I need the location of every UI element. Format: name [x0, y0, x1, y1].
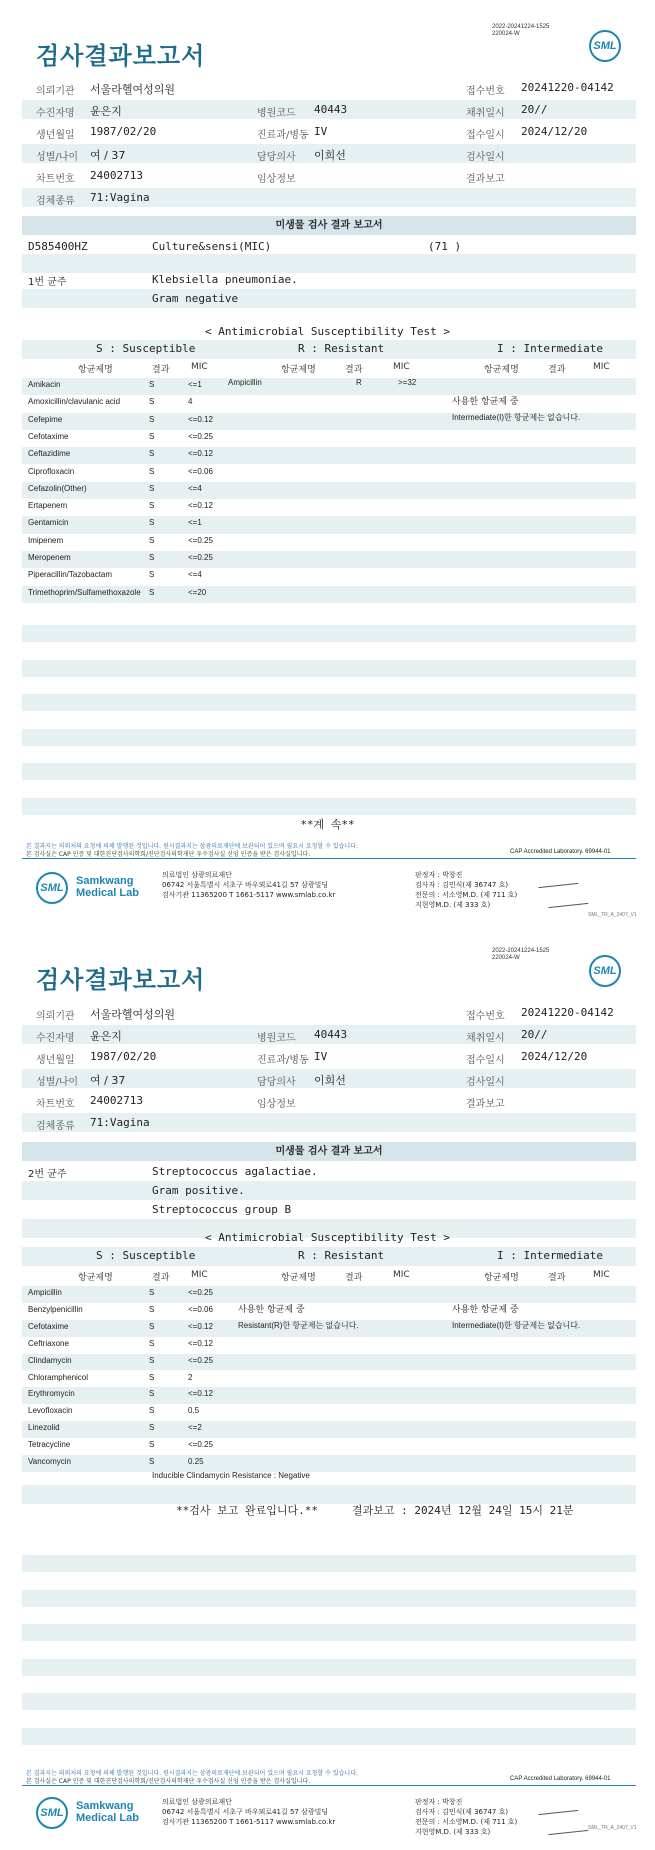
drug-mic: <=0.12 — [188, 414, 213, 424]
drug-result: S — [149, 1423, 155, 1433]
col-header-result: 결과 — [345, 1273, 363, 1283]
col-header-drug: 항균제명 — [484, 365, 519, 375]
test-code: D585400HZ — [28, 240, 88, 253]
department: IV — [314, 1050, 328, 1063]
footer-address: 의료법인 삼광의료재단 06742 서울특별시 서초구 바우뫼로41길 57 삼광빌딩 검사기관 11365200 T 1661-5117 www.smlab.co.kr — [162, 1798, 336, 1826]
section-title: 미생물 검사 결과 보고서 — [22, 1142, 636, 1161]
footer-note: 본 결과지는 의뢰처의 요청에 의해 발행된 것입니다. 원시결과지는 삼광의료재단에 보관되어 있으며 필요시 요청할 수 있습니다. — [26, 1770, 358, 1777]
specimen-type: 71:Vagina — [90, 191, 150, 204]
department: IV — [314, 125, 328, 138]
client-name: 서울라헬여성의원 — [90, 83, 176, 96]
legend-intermediate: I : Intermediate — [497, 342, 603, 355]
document-number: 2022-20241224-1525 220024-W — [492, 24, 550, 37]
col-header-mic: MIC — [593, 362, 610, 372]
table-row-band — [22, 447, 636, 464]
info-row: 검체종류 71:Vagina — [36, 1116, 150, 1132]
info-row: 생년월일 1987/02/20 진료과/병동 IV 접수일시 2024/12/20 — [36, 125, 588, 141]
collection-date: 20// — [521, 1028, 548, 1041]
col-header-mic: MIC — [393, 1270, 410, 1280]
birth-date: 1987/02/20 — [90, 1050, 157, 1063]
drug-name: Erythromycin — [28, 1389, 75, 1399]
sml-logo: SML — [589, 30, 621, 62]
footer-address: 의료법인 삼광의료재단 06742 서울특별시 서초구 바우뫼로41길 57 삼광빌딩 검사기관 11365200 T 1661-5117 www.smlab.co.kr — [162, 871, 336, 899]
blank-row-band — [22, 694, 636, 711]
intermediate-note: Intermediate(I)한 항균제는 없습니다. — [452, 1321, 581, 1330]
legend-susceptible: S : Susceptible — [96, 342, 196, 355]
form-version: SML_TR_A_2407_V1 — [588, 912, 637, 918]
table-row-band — [22, 1455, 636, 1472]
drug-name: Ampicillin — [28, 1288, 62, 1297]
receipt-number: 20241220-04142 — [521, 81, 614, 94]
table-row-band — [22, 1286, 636, 1303]
organism-gram: Gram positive. — [152, 1184, 245, 1197]
drug-mic: <=0.25 — [188, 553, 213, 562]
drug-result: S — [149, 1338, 155, 1348]
drug-name: Cefotaxime — [28, 431, 69, 441]
chart-number: 24002713 — [90, 169, 143, 182]
continued-mark: **계 속** — [300, 818, 355, 831]
blank-row-band — [22, 625, 636, 642]
ast-title: < Antimicrobial Susceptibility Test > — [204, 1231, 451, 1244]
drug-name: Ertapenem — [28, 501, 68, 511]
drug-result: S — [149, 1304, 155, 1314]
footer-org-name: Samkwang Medical Lab — [76, 875, 139, 899]
organism-group: Streptococcus group B — [152, 1203, 292, 1216]
report-page-2 — [0, 925, 655, 1850]
info-row: 성별/나이 여 / 37 담당의사 이희선 검사일시 — [36, 1074, 505, 1088]
legend-intermediate: I : Intermediate — [497, 1249, 603, 1262]
drug-name: Imipenem — [28, 535, 64, 545]
table-row-band — [22, 1354, 636, 1371]
organism-name: Streptococcus agalactiae. — [152, 1165, 318, 1178]
col-header-mic: MIC — [393, 362, 410, 372]
specimen-type: 71:Vagina — [90, 1116, 150, 1129]
table-row-band — [22, 482, 636, 499]
birth-date: 1987/02/20 — [90, 125, 157, 138]
drug-mic: <=1 — [188, 380, 202, 389]
blank-row-band — [22, 660, 636, 677]
intermediate-note: 사용한 항균제 중 — [452, 1305, 519, 1315]
drug-mic: <=0.12 — [188, 1389, 213, 1399]
drug-name: Ceftriaxone — [28, 1338, 69, 1348]
col-header-result: 결과 — [345, 365, 363, 375]
drug-result: S — [149, 570, 155, 580]
drug-name: Chloramphenicol — [28, 1372, 89, 1382]
r-drug-mic: >=32 — [398, 378, 417, 387]
resistant-note: 사용한 항균제 중 — [238, 1305, 305, 1315]
drug-name: Trimethoprim/Sulfamethoxazole — [28, 587, 141, 597]
blank-row-band — [22, 1590, 636, 1607]
report-time: 결과보고 : 2024년 12월 24일 15시 21분 — [352, 1504, 574, 1517]
receipt-date: 2024/12/20 — [521, 125, 588, 138]
blank-row-band — [22, 763, 636, 780]
drug-name: Clindamycin — [28, 1355, 72, 1365]
drug-mic: <=0.25 — [188, 1440, 213, 1450]
footer-logo: SML — [36, 872, 68, 904]
footer-doctors: 판정자 : 박창진 검사자 : 김민식(제 36747 호) 전문의 : 서소영M.D. (제 711 호) 지현영M.D. (제 333 호) — [415, 871, 518, 909]
col-header-drug: 항균제명 — [78, 1273, 113, 1283]
drug-name: Vancomycin — [28, 1457, 71, 1466]
drug-result: S — [149, 431, 155, 441]
intermediate-note: 사용한 항균제 중 — [452, 397, 519, 407]
drug-mic: <=2 — [188, 1423, 202, 1433]
table-row-band — [22, 378, 636, 395]
doctor-name: 이희선 — [314, 1074, 346, 1087]
drug-name: Benzylpenicillin — [28, 1304, 83, 1314]
info-row: 의뢰기관 서울라헬여성의원 접수번호 20241220-04142 — [36, 81, 614, 97]
drug-name: Ceftazidime — [28, 449, 71, 459]
resistant-note: Resistant(R)한 항균제는 없습니다. — [238, 1321, 359, 1330]
drug-result: S — [149, 449, 155, 459]
info-row: 의뢰기관 서울라헬여성의원 접수번호 20241220-04142 — [36, 1006, 614, 1022]
info-row: 생년월일 1987/02/20 진료과/병동 IV 접수일시 2024/12/20 — [36, 1050, 588, 1066]
drug-result: S — [149, 1440, 155, 1450]
drug-result: S — [149, 1457, 155, 1466]
patient-name: 윤은지 — [90, 105, 122, 118]
footer-note: 본 검사실은 CAP 인증 및 대한진단검사의학회/진단검사의학재단 우수검사실 신임 인증을 받은 검사실입니다. — [26, 1778, 311, 1785]
drug-mic: <=0.06 — [188, 466, 213, 476]
signature — [538, 1803, 579, 1815]
drug-mic: <=4 — [188, 483, 202, 493]
col-header-mic: MIC — [191, 362, 208, 372]
chart-number: 24002713 — [90, 1094, 143, 1107]
col-header-result: 결과 — [152, 365, 170, 375]
drug-name: Cefazolin(Other) — [28, 483, 87, 493]
drug-result: S — [149, 397, 155, 407]
drug-mic: <=0.12 — [188, 1321, 213, 1331]
drug-name: Meropenem — [28, 553, 71, 562]
drug-mic: <=0.12 — [188, 1338, 213, 1348]
info-row: 성별/나이 여 / 37 담당의사 이희선 검사일시 — [36, 149, 505, 163]
organism-gram: Gram negative — [152, 292, 239, 305]
blank-row-band — [22, 1555, 636, 1572]
sex-age: 여 / 37 — [90, 1074, 126, 1087]
col-header-result: 결과 — [548, 365, 566, 375]
section-title: 미생물 검사 결과 보고서 — [22, 216, 636, 235]
drug-name: Tetracycline — [28, 1440, 71, 1450]
drug-result: S — [149, 483, 155, 493]
r-drug-name: Ampicillin — [228, 378, 262, 387]
drug-mic: <=0.25 — [188, 535, 213, 545]
page-title: 검사결과보고서 — [36, 966, 206, 994]
inducible-clindamycin: Inducible Clindamycin Resistance : Negative — [152, 1471, 310, 1480]
footer-logo: SML — [36, 1797, 68, 1829]
drug-mic: <=0.25 — [188, 1355, 213, 1365]
drug-mic: <=0.12 — [188, 449, 213, 459]
drug-name: Cefotaxime — [28, 1321, 69, 1331]
drug-result: S — [149, 535, 155, 545]
drug-name: Gentamicin — [28, 518, 69, 528]
footer-org-name: Samkwang Medical Lab — [76, 1800, 139, 1824]
cap-accreditation: CAP Accredited Laboratory. 69944-01 — [510, 1776, 611, 1782]
receipt-date: 2024/12/20 — [521, 1050, 588, 1063]
footer-doctors: 판정자 : 박창진 검사자 : 김민식(제 36747 호) 전문의 : 서소영M.D. (제 711 호) 지현영M.D. (제 333 호) — [415, 1798, 518, 1836]
report-complete: **검사 보고 완료입니다.** — [176, 1504, 318, 1517]
form-version: SML_TR_A_2407_V1 — [588, 1825, 637, 1831]
hospital-code: 40443 — [314, 1028, 348, 1041]
drug-result: S — [149, 1288, 155, 1297]
col-header-drug: 항균제명 — [281, 365, 316, 375]
drug-result: S — [149, 466, 155, 476]
drug-mic: <=0.06 — [188, 1304, 213, 1314]
info-row: 수진자명 윤은지 병원코드 40443 채취일시 20// — [36, 1028, 548, 1044]
collection-date: 20// — [521, 103, 548, 116]
drug-result: S — [149, 1321, 155, 1331]
drug-mic: 4 — [188, 397, 193, 407]
blank-row-band — [22, 798, 636, 815]
col-header-drug: 항균제명 — [484, 1273, 519, 1283]
receipt-number: 20241220-04142 — [521, 1006, 614, 1019]
drug-result: S — [149, 1389, 155, 1399]
doctor-name: 이희선 — [314, 149, 346, 162]
table-row-band — [22, 516, 636, 533]
drug-mic: <=0.25 — [188, 1288, 213, 1297]
signature — [538, 876, 579, 888]
organism-label: 2번 균주 — [28, 1169, 67, 1180]
drug-mic: 0.25 — [188, 1457, 204, 1466]
info-row: 차트번호 24002713 임상정보 결과보고 — [36, 169, 505, 185]
drug-result: S — [149, 380, 155, 389]
blank-row-band — [22, 1659, 636, 1676]
drug-result: S — [149, 518, 155, 528]
legend-resistant: R : Resistant — [298, 1249, 385, 1262]
blank-row-band — [22, 1693, 636, 1710]
drug-name: Levofloxacin — [28, 1406, 73, 1416]
client-name: 서울라헬여성의원 — [90, 1008, 176, 1021]
organism-label: 1번 균주 — [28, 277, 67, 288]
col-header-drug: 항균제명 — [78, 365, 113, 375]
info-row: 검체종류 71:Vagina — [36, 191, 150, 207]
sml-logo: SML — [589, 955, 621, 987]
drug-mic: 2 — [188, 1372, 193, 1382]
ast-title: < Antimicrobial Susceptibility Test > — [204, 325, 451, 338]
test-name: Culture&sensi(MIC) — [152, 240, 272, 253]
footer-note: 본 결과지는 의뢰처의 요청에 의해 발행된 것입니다. 원시결과지는 삼광의료재단에 보관되어 있으며 필요시 요청할 수 있습니다. — [26, 843, 358, 850]
drug-mic: <=20 — [188, 587, 207, 597]
blank-row-band — [22, 729, 636, 746]
drug-name: Linezolid — [28, 1423, 60, 1433]
organism-name: Klebsiella pneumoniae. — [152, 273, 298, 286]
drug-name: Piperacillin/Tazobactam — [28, 570, 113, 580]
drug-mic: <=0.25 — [188, 431, 213, 441]
signature — [548, 896, 589, 908]
drug-mic: <=4 — [188, 570, 202, 580]
col-header-mic: MIC — [593, 1270, 610, 1280]
drug-result: S — [149, 553, 155, 562]
drug-mic: <=1 — [188, 518, 202, 528]
drug-mic: 0.5 — [188, 1406, 200, 1416]
blank-row-band — [22, 1728, 636, 1745]
r-drug-result: R — [356, 378, 362, 387]
drug-result: S — [149, 414, 155, 424]
test-specimen-code: (71 ) — [428, 240, 462, 253]
info-row: 수진자명 윤은지 병원코드 40443 채취일시 20// — [36, 103, 548, 119]
info-row: 차트번호 24002713 임상정보 결과보고 — [36, 1094, 505, 1110]
drug-name: Ciprofloxacin — [28, 466, 75, 476]
drug-result: S — [149, 587, 155, 597]
col-header-drug: 항균제명 — [281, 1273, 316, 1283]
table-row-band — [22, 1421, 636, 1438]
col-header-mic: MIC — [191, 1270, 208, 1280]
drug-mic: <=0.12 — [188, 501, 213, 511]
patient-name: 윤은지 — [90, 1030, 122, 1043]
drug-name: Amikacin — [28, 380, 61, 389]
drug-result: S — [149, 1406, 155, 1416]
table-row-band — [22, 551, 636, 568]
intermediate-note: Intermediate(I)한 항균제는 없습니다. — [452, 413, 581, 422]
col-header-result: 결과 — [548, 1273, 566, 1283]
footer-note: 본 검사실은 CAP 인증 및 대한진단검사의학회/진단검사의학재단 우수검사실 신임 인증을 받은 검사실입니다. — [26, 851, 311, 858]
drug-result: S — [149, 1355, 155, 1365]
blank-row-band — [22, 1624, 636, 1641]
drug-result: S — [149, 501, 155, 511]
table-row-band — [22, 1387, 636, 1404]
col-header-result: 결과 — [152, 1273, 170, 1283]
legend-susceptible: S : Susceptible — [96, 1249, 196, 1262]
legend-resistant: R : Resistant — [298, 342, 385, 355]
drug-name: Cefepime — [28, 414, 63, 424]
sex-age: 여 / 37 — [90, 149, 126, 162]
cap-accreditation: CAP Accredited Laboratory. 69944-01 — [510, 849, 611, 855]
hospital-code: 40443 — [314, 103, 348, 116]
drug-name: Amoxicillin/clavulanic acid — [28, 397, 121, 407]
page-title: 검사결과보고서 — [36, 42, 206, 70]
document-number: 2022-20241224-1525 220024-W — [492, 948, 550, 961]
signature — [548, 1823, 589, 1835]
drug-result: S — [149, 1372, 155, 1382]
